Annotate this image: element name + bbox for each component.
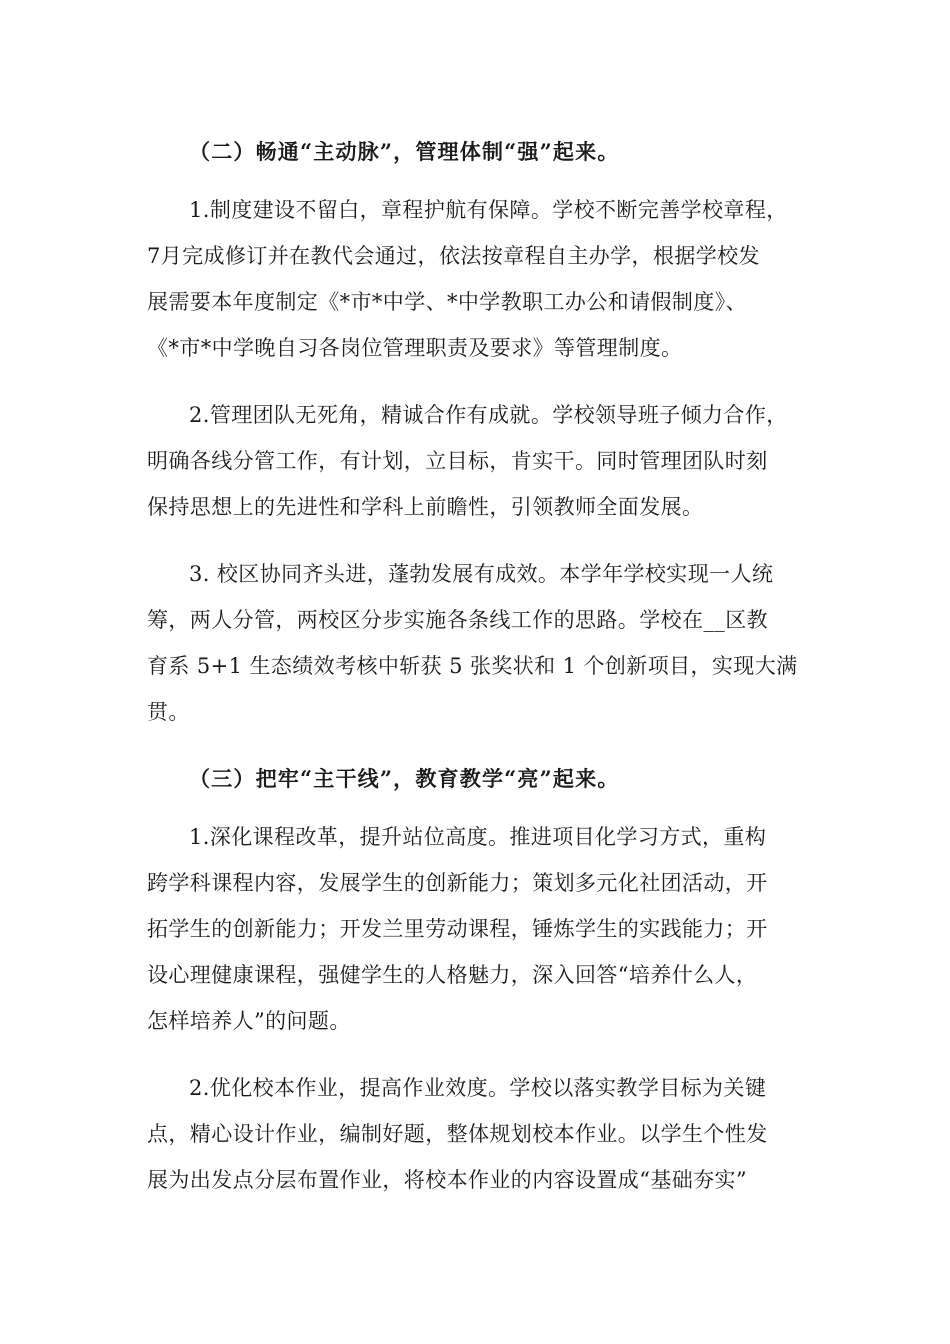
paragraph-line: 设心理健康课程，强健学生的人格魅力，深入回答“培养什么人，: [147, 963, 758, 987]
paragraph-line: 拓学生的创新能力；开发兰里劳动课程，锤炼学生的实践能力；开: [147, 917, 768, 941]
paragraph-line: 3. 校区协同齐头进，蓬勃发展有成效。本学年学校实现一人统: [189, 562, 774, 586]
paragraph-line: 2.优化校本作业，提高作业效度。学校以落实教学目标为关键: [189, 1076, 767, 1100]
paragraph-line: 筹，两人分管，两校区分步实施各条线工作的思路。学校在__区教: [147, 608, 768, 632]
paragraph-line: 《*市*中学晚自习各岗位管理职责及要求》等管理制度。: [147, 336, 683, 360]
paragraph-line: 1.深化课程改革，提升站位高度。推进项目化学习方式，重构: [189, 825, 767, 849]
section-heading: （二）畅通“主动脉”，管理体制“强”起来。: [189, 139, 620, 164]
paragraph-line: 展为出发点分层布置作业，将校本作业的内容设置成“基础夯实”: [147, 1168, 748, 1192]
paragraph-line: 跨学科课程内容，发展学生的创新能力；策划多元化社团活动，开: [147, 871, 768, 895]
section-heading: （三）把牢“主干线”，教育教学“亮”起来。: [189, 766, 620, 791]
paragraph-line: 2.管理团队无死角，精诚合作有成就。学校领导班子倾力合作，: [189, 403, 788, 427]
paragraph-line: 育系 5+1 生态绩效考核中斩获 5 张奖状和 1 个创新项目，实现大满: [147, 654, 798, 678]
paragraph-line: 明确各线分管工作，有计划，立目标，肯实干。同时管理团队时刻: [147, 449, 768, 473]
paragraph-line: 1.制度建设不留白，章程护航有保障。学校不断完善学校章程，: [189, 198, 788, 222]
paragraph-line: 怎样培养人”的问题。: [147, 1009, 351, 1033]
paragraph-line: 点，精心设计作业，编制好题，整体规划校本作业。以学生个性发: [147, 1122, 768, 1146]
paragraph-line: 贯。: [147, 700, 190, 724]
paragraph-line: 保持思想上的先进性和学科上前瞻性，引领教师全面发展。: [147, 495, 704, 519]
paragraph-line: 展需要本年度制定《*市*中学、*中学教职工办公和请假制度》、: [147, 290, 747, 314]
paragraph-line: 7月完成修订并在教代会通过，依法按章程自主办学，根据学校发: [147, 244, 760, 268]
